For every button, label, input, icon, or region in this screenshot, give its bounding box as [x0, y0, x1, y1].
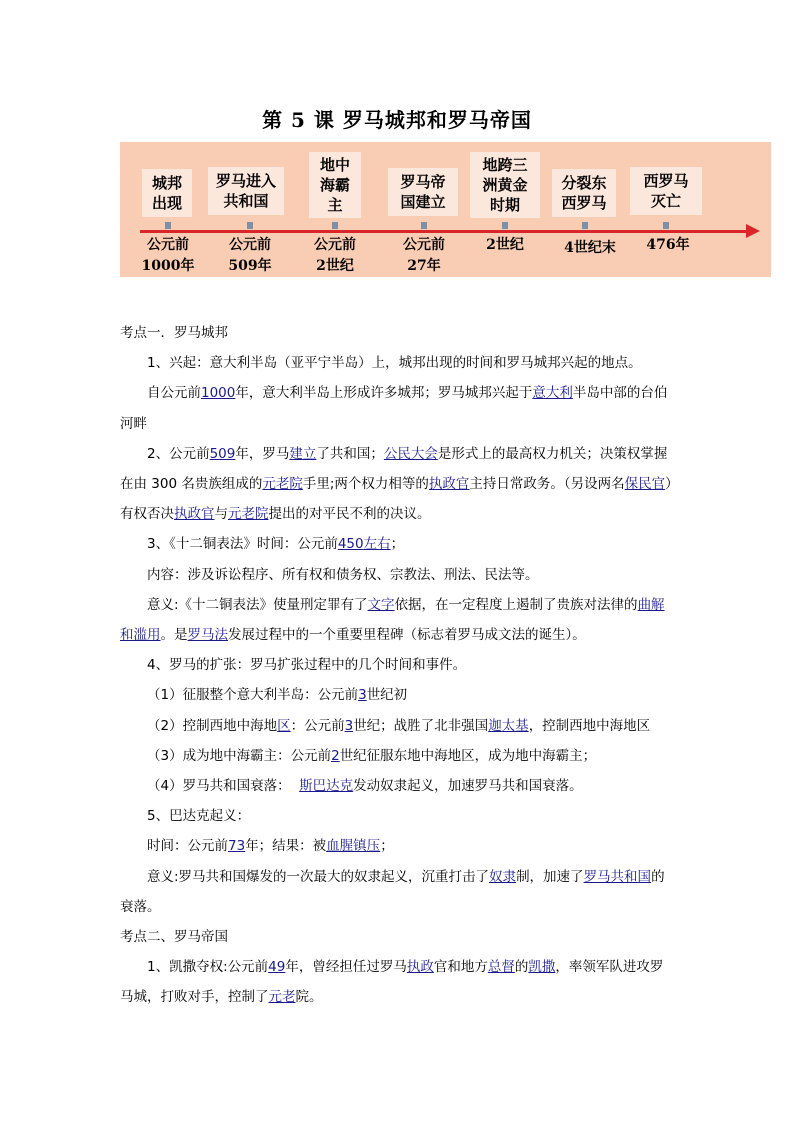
- timeline-event-3: 地中 海霸 主: [309, 152, 361, 218]
- timeline-tick: [165, 222, 171, 229]
- timeline-date-5: 2世纪: [486, 237, 524, 253]
- timeline-arrowhead: [746, 224, 760, 238]
- timeline-tick: [582, 222, 588, 229]
- timeline-tick: [502, 222, 508, 229]
- timeline-graphic: [120, 142, 771, 277]
- timeline-event-4: 罗马帝 国建立: [388, 168, 458, 216]
- timeline-tick: [332, 222, 338, 229]
- paragraph: 意义:罗马共和国爆发的一次最大的奴隶起义，沉重打击了奴隶制，加速了罗马共和国的衰落。: [120, 868, 665, 915]
- paragraph: 1、凯撒夺权:公元前49年，曾经担任过罗马执政官和地方总督的凯撒，率领军队进攻罗马城，打败对手，控制了元老院。: [120, 959, 664, 1006]
- timeline-date-2: 公元前 509年: [228, 237, 272, 274]
- paragraph: 3、《十二铜表法》时间：公元前450左右；: [147, 536, 405, 553]
- timeline-date-7: 476年: [646, 237, 690, 253]
- timeline-event-2: 罗马进入 共和国: [208, 167, 284, 215]
- paragraph: 时间：公元前73年；结果：被血腥镇压；: [147, 838, 394, 855]
- paragraph: （1）征服整个意大利半岛：公元前3世纪初: [147, 687, 408, 704]
- timeline-event-7: 西罗马 灭亡: [630, 167, 702, 215]
- section-heading-2: 考点二、罗马帝国: [120, 929, 228, 946]
- paragraph: （4）罗马共和国衰落： 斯巴达克发动奴隶起义，加速罗马共和国衰落。: [147, 778, 583, 795]
- timeline-tick: [421, 222, 427, 229]
- paragraph: 自公元前1000年，意大利半岛上形成许多城邦；罗马城邦兴起于意大利半岛中部的台伯河畔: [120, 385, 668, 432]
- timeline-date-4: 公元前 27年: [403, 237, 445, 274]
- paragraph: 2、公元前509年，罗马建立了共和国；公民大会是形式上的最高权力机关；决策权掌握在由 300 名贵族组成的元老院手里;两个权力相等的执政官主持日常政务。（另设两名保民官）有权否决执政官与元老院提出的对平民不利的决议。: [120, 445, 672, 523]
- paragraph: 内容：涉及诉讼程序、所有权和债务权、宗教法、刑法、民法等。: [147, 566, 539, 583]
- paragraph: 4、罗马的扩张：罗马扩张过程中的几个时间和事件。: [147, 657, 467, 674]
- paragraph: 意义:《十二铜表法》使量刑定罪有了文字依据，在一定程度上遏制了贵族对法律的曲解和滥用。是罗马法发展过程中的一个重要里程碑（标志着罗马成文法的诞生）。: [120, 596, 665, 644]
- paragraph: 5、巴达克起义：: [147, 808, 251, 825]
- timeline-date-6: 4世纪末: [564, 240, 616, 256]
- timeline-event-1: 城邦 出现: [142, 169, 192, 217]
- page-title: 第 5 课 罗马城邦和罗马帝国: [262, 108, 532, 132]
- timeline-tick: [247, 222, 253, 229]
- timeline-tick: [663, 222, 669, 229]
- timeline-date-1: 公元前 1000年: [141, 237, 195, 274]
- paragraph: （2）控制西地中海地区：公元前3世纪；战胜了北非强国迦太基，控制西地中海地区: [147, 717, 651, 734]
- timeline-event-6: 分裂东 西罗马: [552, 169, 616, 217]
- section-heading-1: 考点一．罗马城邦: [120, 325, 228, 341]
- paragraph: （3）成为地中海霸主：公元前2世纪征服东地中海地区，成为地中海霸主；: [147, 747, 597, 764]
- timeline-event-5: 地跨三 洲黄金 时期: [470, 152, 540, 218]
- notes-body: [120, 318, 676, 1013]
- timeline-date-3: 公元前 2世纪: [314, 237, 356, 274]
- timeline-axis: [140, 230, 752, 233]
- paragraph: 1、兴起：意大利半岛（亚平宁半岛）上，城邦出现的时间和罗马城邦兴起的地点。: [147, 355, 642, 372]
